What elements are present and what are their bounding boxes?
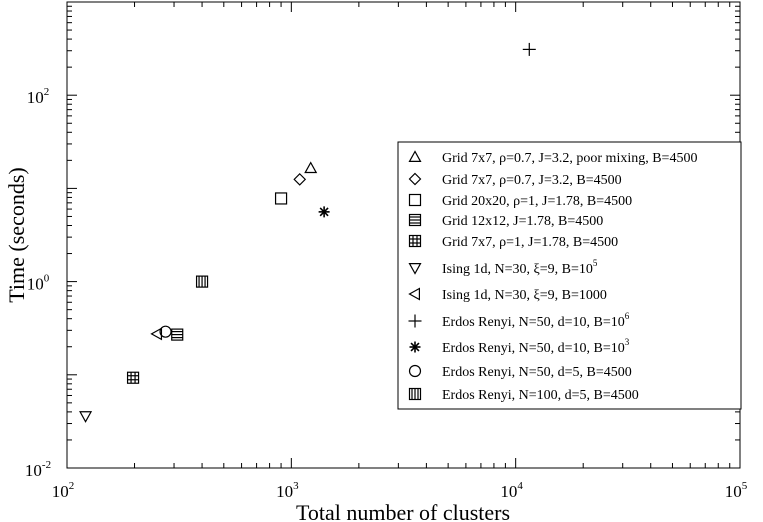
legend-label: Grid 7x7, ρ=1, J=1.78, B=4500 bbox=[442, 235, 619, 250]
data-point-square-hlines bbox=[172, 329, 183, 340]
legend-label: Ising 1d, N=30, ξ=9, $B=10^5$ bbox=[442, 258, 598, 277]
legend-label: Erdos Renyi, N=50, d=10, $B=10^6$ bbox=[442, 311, 630, 330]
legend-label: Grid 7x7, ρ=0.7, J=3.2, poor mixing, B=4500 bbox=[442, 151, 698, 166]
y-tick-label: $10^{-2}$ bbox=[24, 459, 52, 480]
legend-label: Erdos Renyi, N=50, d=10, $B=10^3$ bbox=[442, 337, 630, 356]
x-tick-label: $10^2$ bbox=[51, 480, 75, 501]
data-point-asterisk bbox=[319, 206, 330, 217]
legend bbox=[398, 142, 741, 409]
x-axis-label: Total number of clusters bbox=[295, 500, 511, 522]
data-point-square bbox=[276, 193, 287, 204]
legend-label: Grid 20x20, ρ=1, J=1.78, B=4500 bbox=[442, 194, 633, 209]
data-point-triangle-up bbox=[305, 163, 316, 173]
y-tick-label: $10^2$ bbox=[26, 86, 50, 108]
legend-label: Ising 1d, N=30, ξ=9, B=1000 bbox=[442, 288, 607, 303]
legend-label: Grid 7x7, ρ=0.7, J=3.2, B=4500 bbox=[442, 173, 622, 188]
x-axis-ticks bbox=[52, 480, 748, 501]
y-tick-label: $10^0$ bbox=[26, 272, 50, 294]
data-point-triangle-down bbox=[80, 412, 91, 422]
legend-label: Erdos Renyi, N=100, d=5, B=4500 bbox=[442, 388, 639, 403]
data-point-diamond bbox=[294, 174, 305, 185]
data-point-square-grid bbox=[128, 372, 139, 383]
legend-label: Erdos Renyi, N=50, d=5, B=4500 bbox=[442, 365, 632, 380]
y-axis-label: Time (seconds) bbox=[4, 167, 29, 303]
legend-marker-asterisk bbox=[410, 342, 421, 353]
x-tick-label: $10^5$ bbox=[724, 480, 748, 501]
x-tick-label: $10^4$ bbox=[500, 480, 523, 501]
legend-label: Grid 12x12, J=1.78, B=4500 bbox=[442, 214, 604, 229]
data-point-square-vlines bbox=[197, 276, 208, 287]
data-point-plus bbox=[523, 43, 536, 56]
x-tick-label: $10^3$ bbox=[276, 480, 299, 501]
